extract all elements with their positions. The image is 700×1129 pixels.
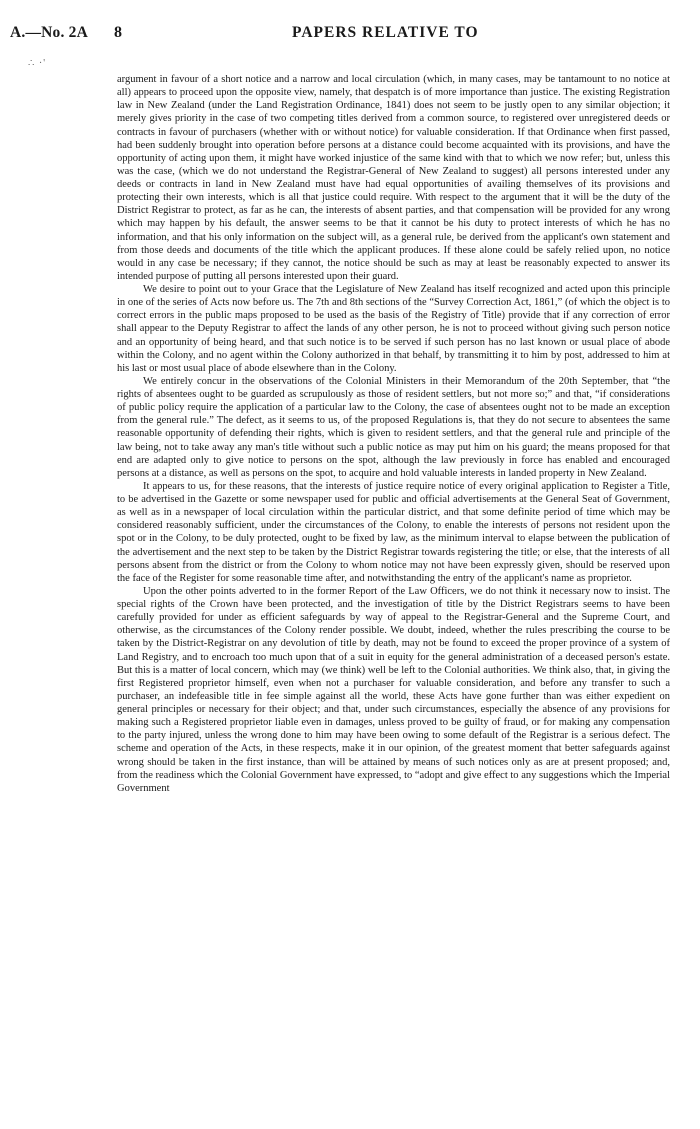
running-title: PAPERS RELATIVE TO [292, 24, 479, 41]
paragraph-continued-argument: argument in favour of a short notice and a narrow and local circulation (which, in many cases, may be tantamount to no notice at all) appears to proceed upon the opposite view, namely, that despatch is of more importance than justice. The existing Registration law in New Zealand (under the Land Registration Ordinance, 1841) does not seem to be justly open to any similar objection; it merely gives priority in the case of two competing titles derived from a common source, to registered over unregistered deeds or contracts in favour of purchasers (whether with or without notice) for valuable consideration. If that Ordinance when first passed, had been suddenly brought into operation before persons at a distance could become acquainted with its provisions, and have the opportunity of acting upon them, it might have worked injustice of the same kind with that to which we now refer; but, unless this was the case, (which we do not understand the Registrar-General of New Zealand to suggest) all persons interested under any deeds or contracts in land in New Zealand must have had equal opportunities of availing themselves of its provisions and protecting their own interests, which is all that justice could require. With respect to the argument that it will be the duty of the District Registrar to protect, as far as he can, the interests of absent parties, and that compensation will be provided for any wrong which may happen by his default, the answer seems to be that it cannot be his duty to protect interests of which he has no information, and that his only information on the subject will, as a general rule, be derived from the applicant's own statement and from those deeds and documents of the title which the applicant produces. If these alone could be safely relied upon, no notice would in any case be necessary; if they cannot, the notice should be such as may at least be reasonably expected to answer its intended purpose of putting all persons interested upon their guard. [117, 74, 670, 282]
page-header [0, 24, 700, 50]
paragraph-other-points: Upon the other points adverted to in the former Report of the Law Officers, we do not think it necessary now to insist. The special rights of the Crown have been protected, and the investigation of title by the District Registrars seems to have been carefully provided for under as efficient safeguards by way of appeal to the Registrar-General and the Supreme Court, and otherwise, as the circumstances of the Colony render possible. We doubt, indeed, whether the rules prescribing the course to be taken by the District-Registrar on any devolution of title by death, may not be found to exceed the proper province of a system of Land Registry, and to encroach too much upon that of a suit in equity for the general administration of a deceased person's estate. But this is a matter of local concern, which may (we think) well be left to the Colonial authorities. We think also, that, in giving the first Registered proprietor himself, even when not a purchaser for valuable consideration, and before any transfer to such a purchaser, an indefeasible title in fee simple against all the world, these Acts have gone further than was either expedient on general principles or necessary for their object; and that, under such circumstances, especially the absence of any provisions for making such a Registered proprietor liable even in damages, unless proved to be guilty of fraud, or for making any compensation to the party injured, unless the wrong done to him may have been owing to some default of the Registrar is a serious defect. The scheme and operation of the Acts, in these respects, make it in our opinion, of the greatest moment that better safeguards against wrong should be taken in the first instance, than will be attained by means of such notices only as are at present proposed; and, from the readiness which the Colonial Government have expressed, to “adopt and give effect to any suggestions which the Imperial Government [117, 585, 670, 794]
body-text [117, 73, 670, 795]
paragraph-absentee-rights: We entirely concur in the observations of the Colonial Ministers in their Memorandum of the 20th September, that “the rights of absentees ought to be guarded as scrupulously as those of resident settlers, but not more so;” and that, “if considerations of public policy require the application of a particular law to the Colony, the case of absentees ought not to be made an exception from the general rule.” The defect, as it seems to us, of the proposed Regulations is, that they do not secure to absentees the same reasonable opportunity of defending their rights, which is given to resident settlers, and that the general rule and principle of the law being, not to take away any man's title without such a public notice as may put him on his guard; the means proposed for that end are adapted only to give notice to persons on the spot, although the law previously in force has enabled and encouraged persons at a distance, as well as persons on the spot, to acquire and hold valuable interests in landed property in New Zealand. [117, 375, 670, 479]
page-number: 8 [114, 24, 122, 41]
document-reference: A.—No. 2A [10, 24, 89, 41]
paragraph-survey-correction-act: We desire to point out to your Grace that the Legislature of New Zealand has itself recognized and acted upon this principle in one of the series of Acts now before us. The 7th and 8th sections of the “Survey Correction Act, 1861,” (of which the object is to correct errors in the public maps proposed to be used as the basis of the Registry of Title) provide that if any correction of error shall appear to the Deputy Registrar to affect the lands of any other person, he is not to proceed without giving such person notice and an opportunity of being heard, and that such notice is to be served if such person has no last known or usual place of abode within the Colony, and no agent within the Colony authorized in that behalf, by transmitting it to him by post, addressed to him at his last or most usual place of abode elsewhere than in the Colony. [117, 284, 670, 374]
paragraph-notice-requirements: It appears to us, for these reasons, that the interests of justice require notice of every original application to Register a Title, to be advertised in the Gazette or some newspaper used for public and official advertisements at the General Seat of Government, as well as in a newspaper of local circulation within the particular district, and that some definite period of time which may be considered reasonably sufficient, under the circumstances of the Colony, to enable the interests of persons not resident upon the spot or in the Colony, to be duly protected, ought to be fixed by law, as the minimum interval to elapse between the publication of the advertisement and the next step to be taken by the District Registrar towards registering the title; or else, that the interests of all persons absent from the district or from the Colony to whom notice may not have been expressly given, should be reserved upon the face of the Register for some reasonable time after, and notwithstanding the entry of the applicant's name as proprietor. [117, 480, 670, 584]
margin-marks: ∴ ·' [28, 58, 46, 69]
